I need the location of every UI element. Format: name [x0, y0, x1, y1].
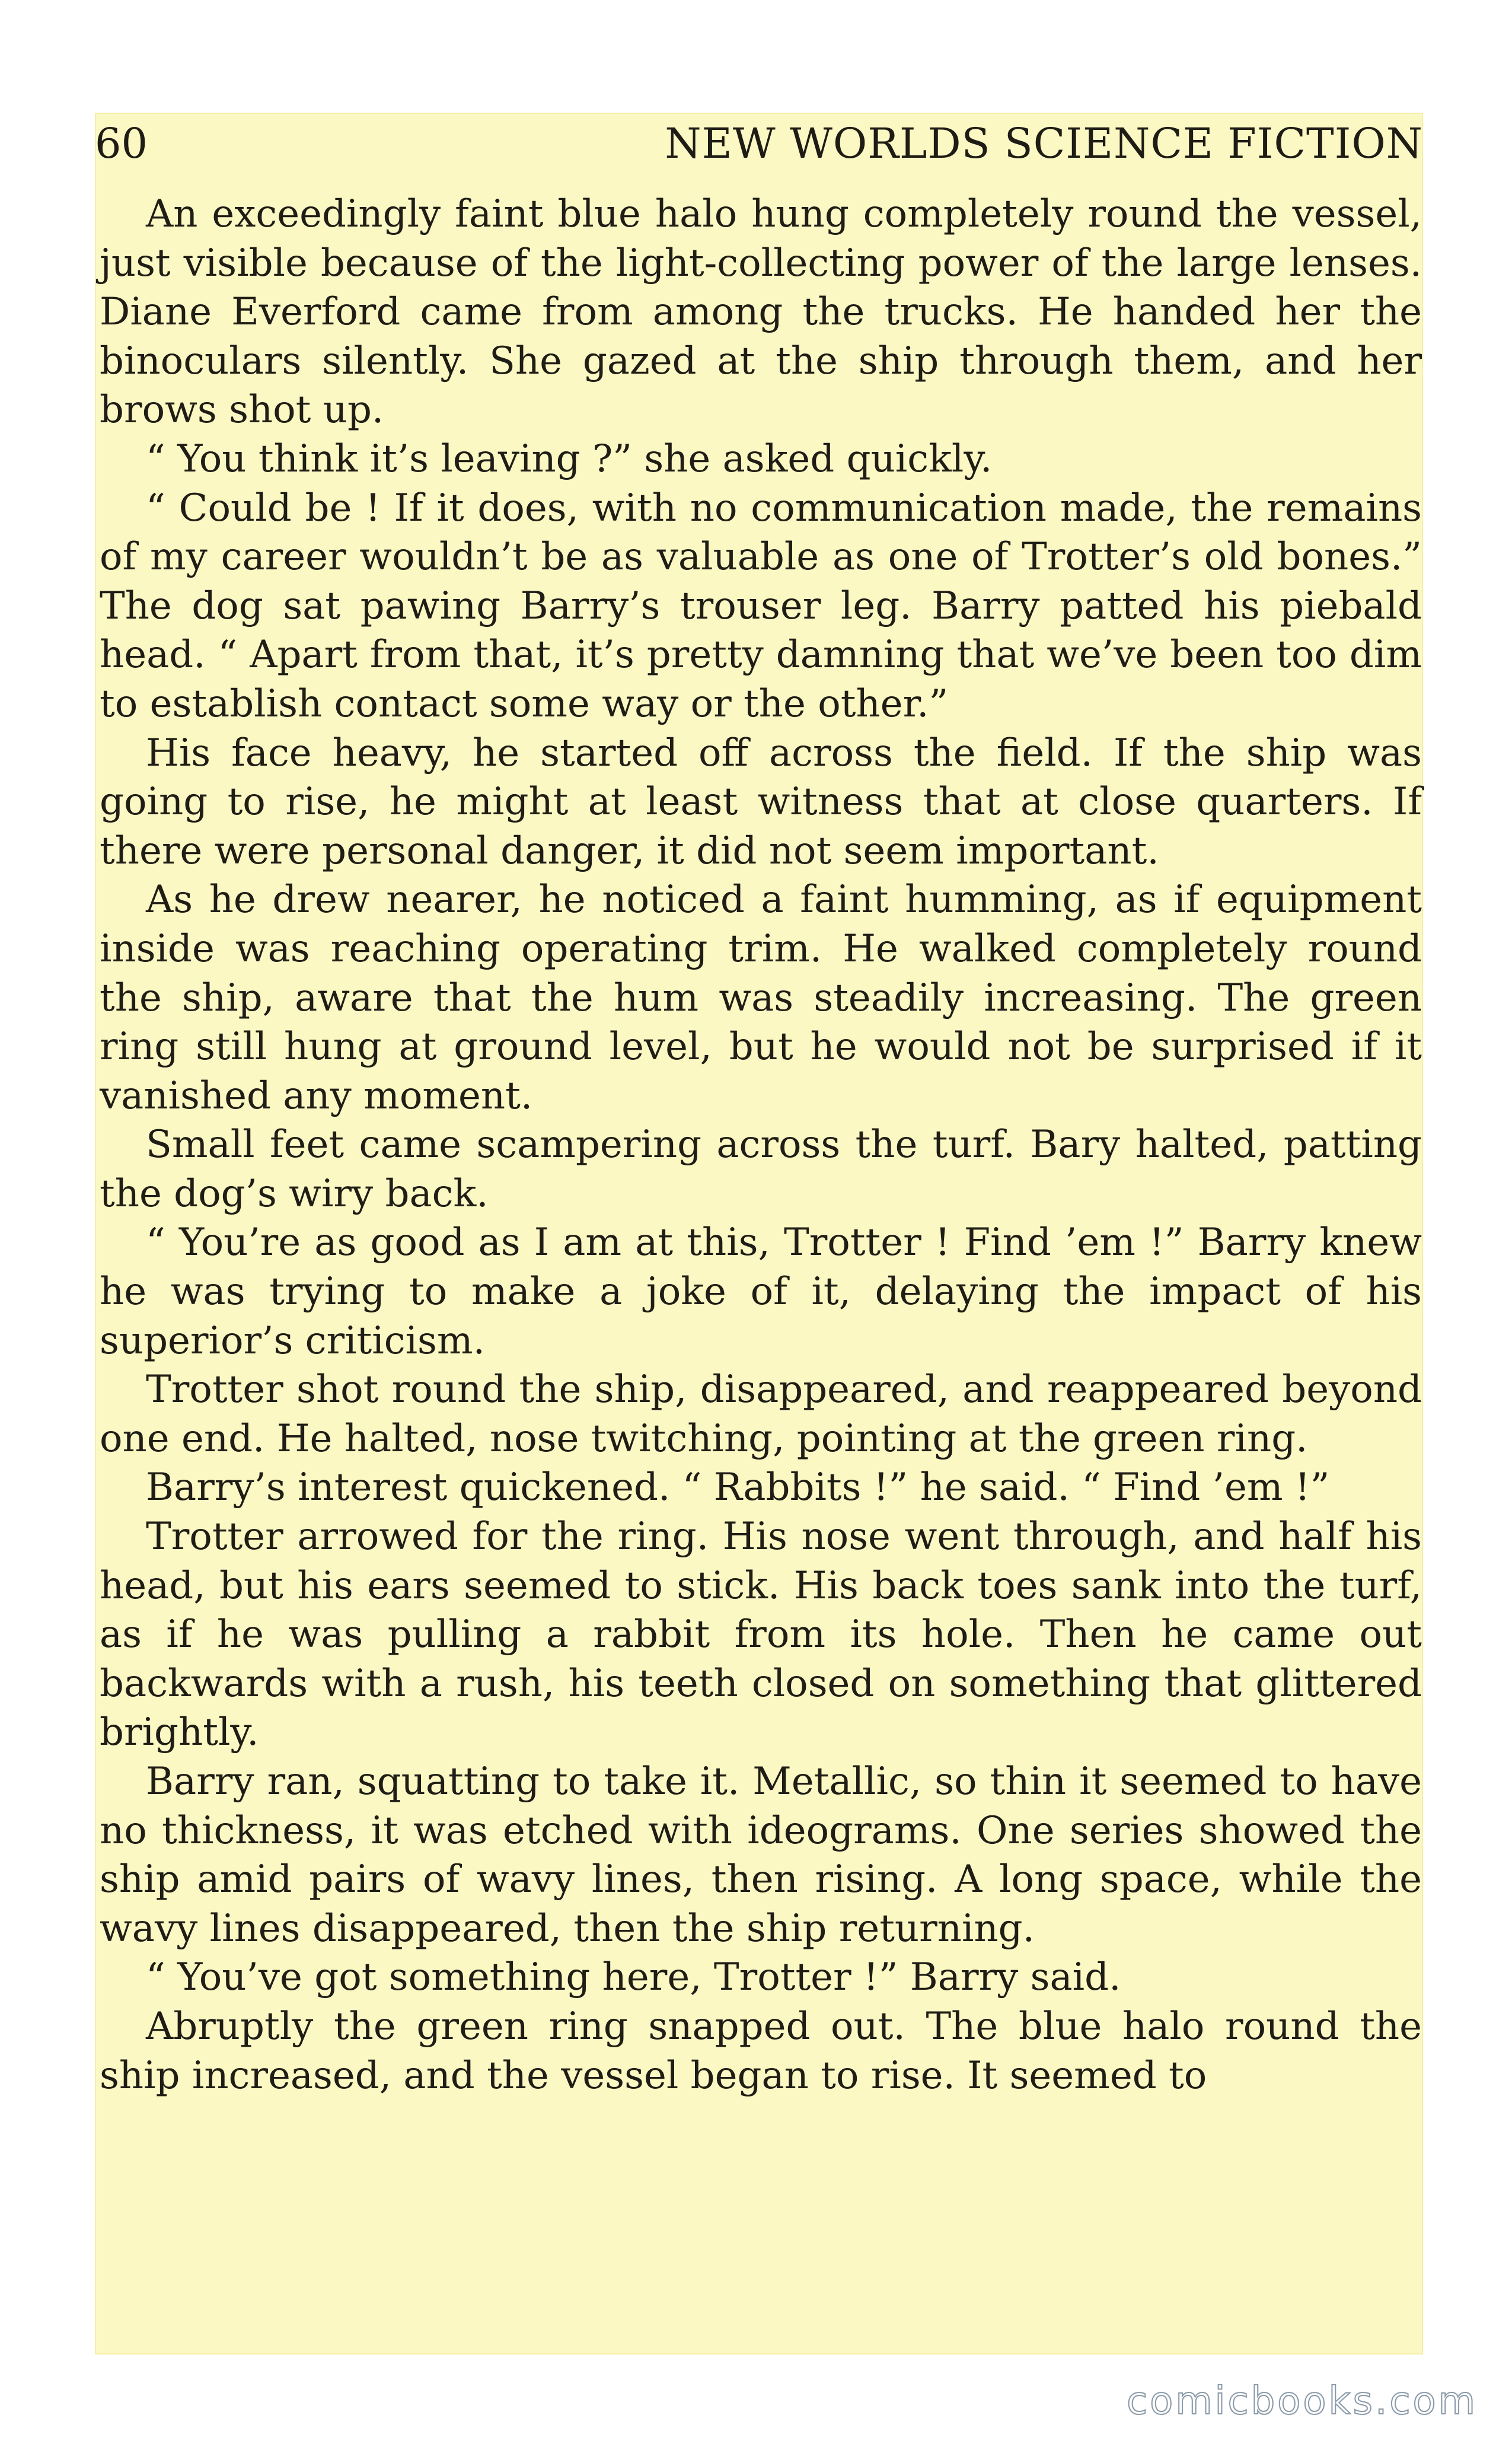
paragraph: Trotter shot round the ship, disappeared, and reappeared beyond one end. He halted, nose twitching, pointing at the green ring. [100, 1368, 1422, 1461]
story-text [100, 190, 1422, 2100]
site-watermark: comicbooks.com [1126, 2379, 1478, 2423]
paragraph: “ Could be ! If it does, with no communication made, the remains of my career wouldn’t be as valuable as one of Trotter’s old bones.” The dog sat pawing Barry’s trouser leg. Barry patted his piebald head. “ Apart from that, it’s pretty damning that we’ve been too dim to establish contact some way or the other.” [100, 486, 1422, 726]
paragraph: Barry’s interest quickened. “ Rabbits !” he said. “ Find ’em !” [146, 1465, 1330, 1510]
journal-title: NEW WORLDS SCIENCE FICTION [665, 119, 1423, 168]
paragraph: “ You think it’s leaving ?” she asked quickly. [146, 436, 993, 481]
page-number: 60 [95, 119, 148, 168]
paragraph: As he drew nearer, he noticed a faint humming, as if equipment inside was reaching operating trim. He walked completely round the ship, aware that the hum was steadily increasing. The green ring still hung at ground level, but he would not be surprised if it vanished any moment. [100, 878, 1422, 1118]
paragraph: “ You’ve got something here, Trotter !” Barry said. [146, 1955, 1121, 2000]
paragraph: An exceedingly faint blue halo hung completely round the vessel, just visible because of the light-collecting power of the large lenses. Diane Everford came from among the trucks. He handed her the binoculars silently. She gazed at the ship through them, and her brows shot up. [100, 192, 1422, 432]
paragraph: Trotter arrowed for the ring. His nose went through, and half his head, but his ears seemed to stick. His back toes sank into the turf, as if he was pulling a rabbit from its hole. Then he came out backwards with a rush, his teeth closed on something that glittered brightly. [100, 1515, 1422, 1755]
paragraph: His face heavy, he started off across the field. If the ship was going to rise, he might at least witness that at close quarters. If there were personal danger, it did not seem important. [100, 731, 1422, 873]
paragraph: Small feet came scampering across the turf. Bary halted, patting the dog’s wiry back. [100, 1123, 1422, 1216]
paragraph: Barry ran, squatting to take it. Metallic, so thin it seemed to have no thickness, it was etched with ideograms. One series showed the ship amid pairs of wavy lines, then rising. A long space, while the wavy lines disappeared, then the ship returning. [100, 1760, 1422, 1951]
running-head [95, 114, 1423, 173]
paragraph: “ You’re as good as I am at this, Trotter ! Find ’em !” Barry knew he was trying to make a joke of it, delaying the impact of his superior’s criticism. [100, 1221, 1422, 1363]
paragraph: Abruptly the green ring snapped out. The blue halo round the ship increased, and the vessel began to rise. It seemed to [100, 2004, 1422, 2098]
